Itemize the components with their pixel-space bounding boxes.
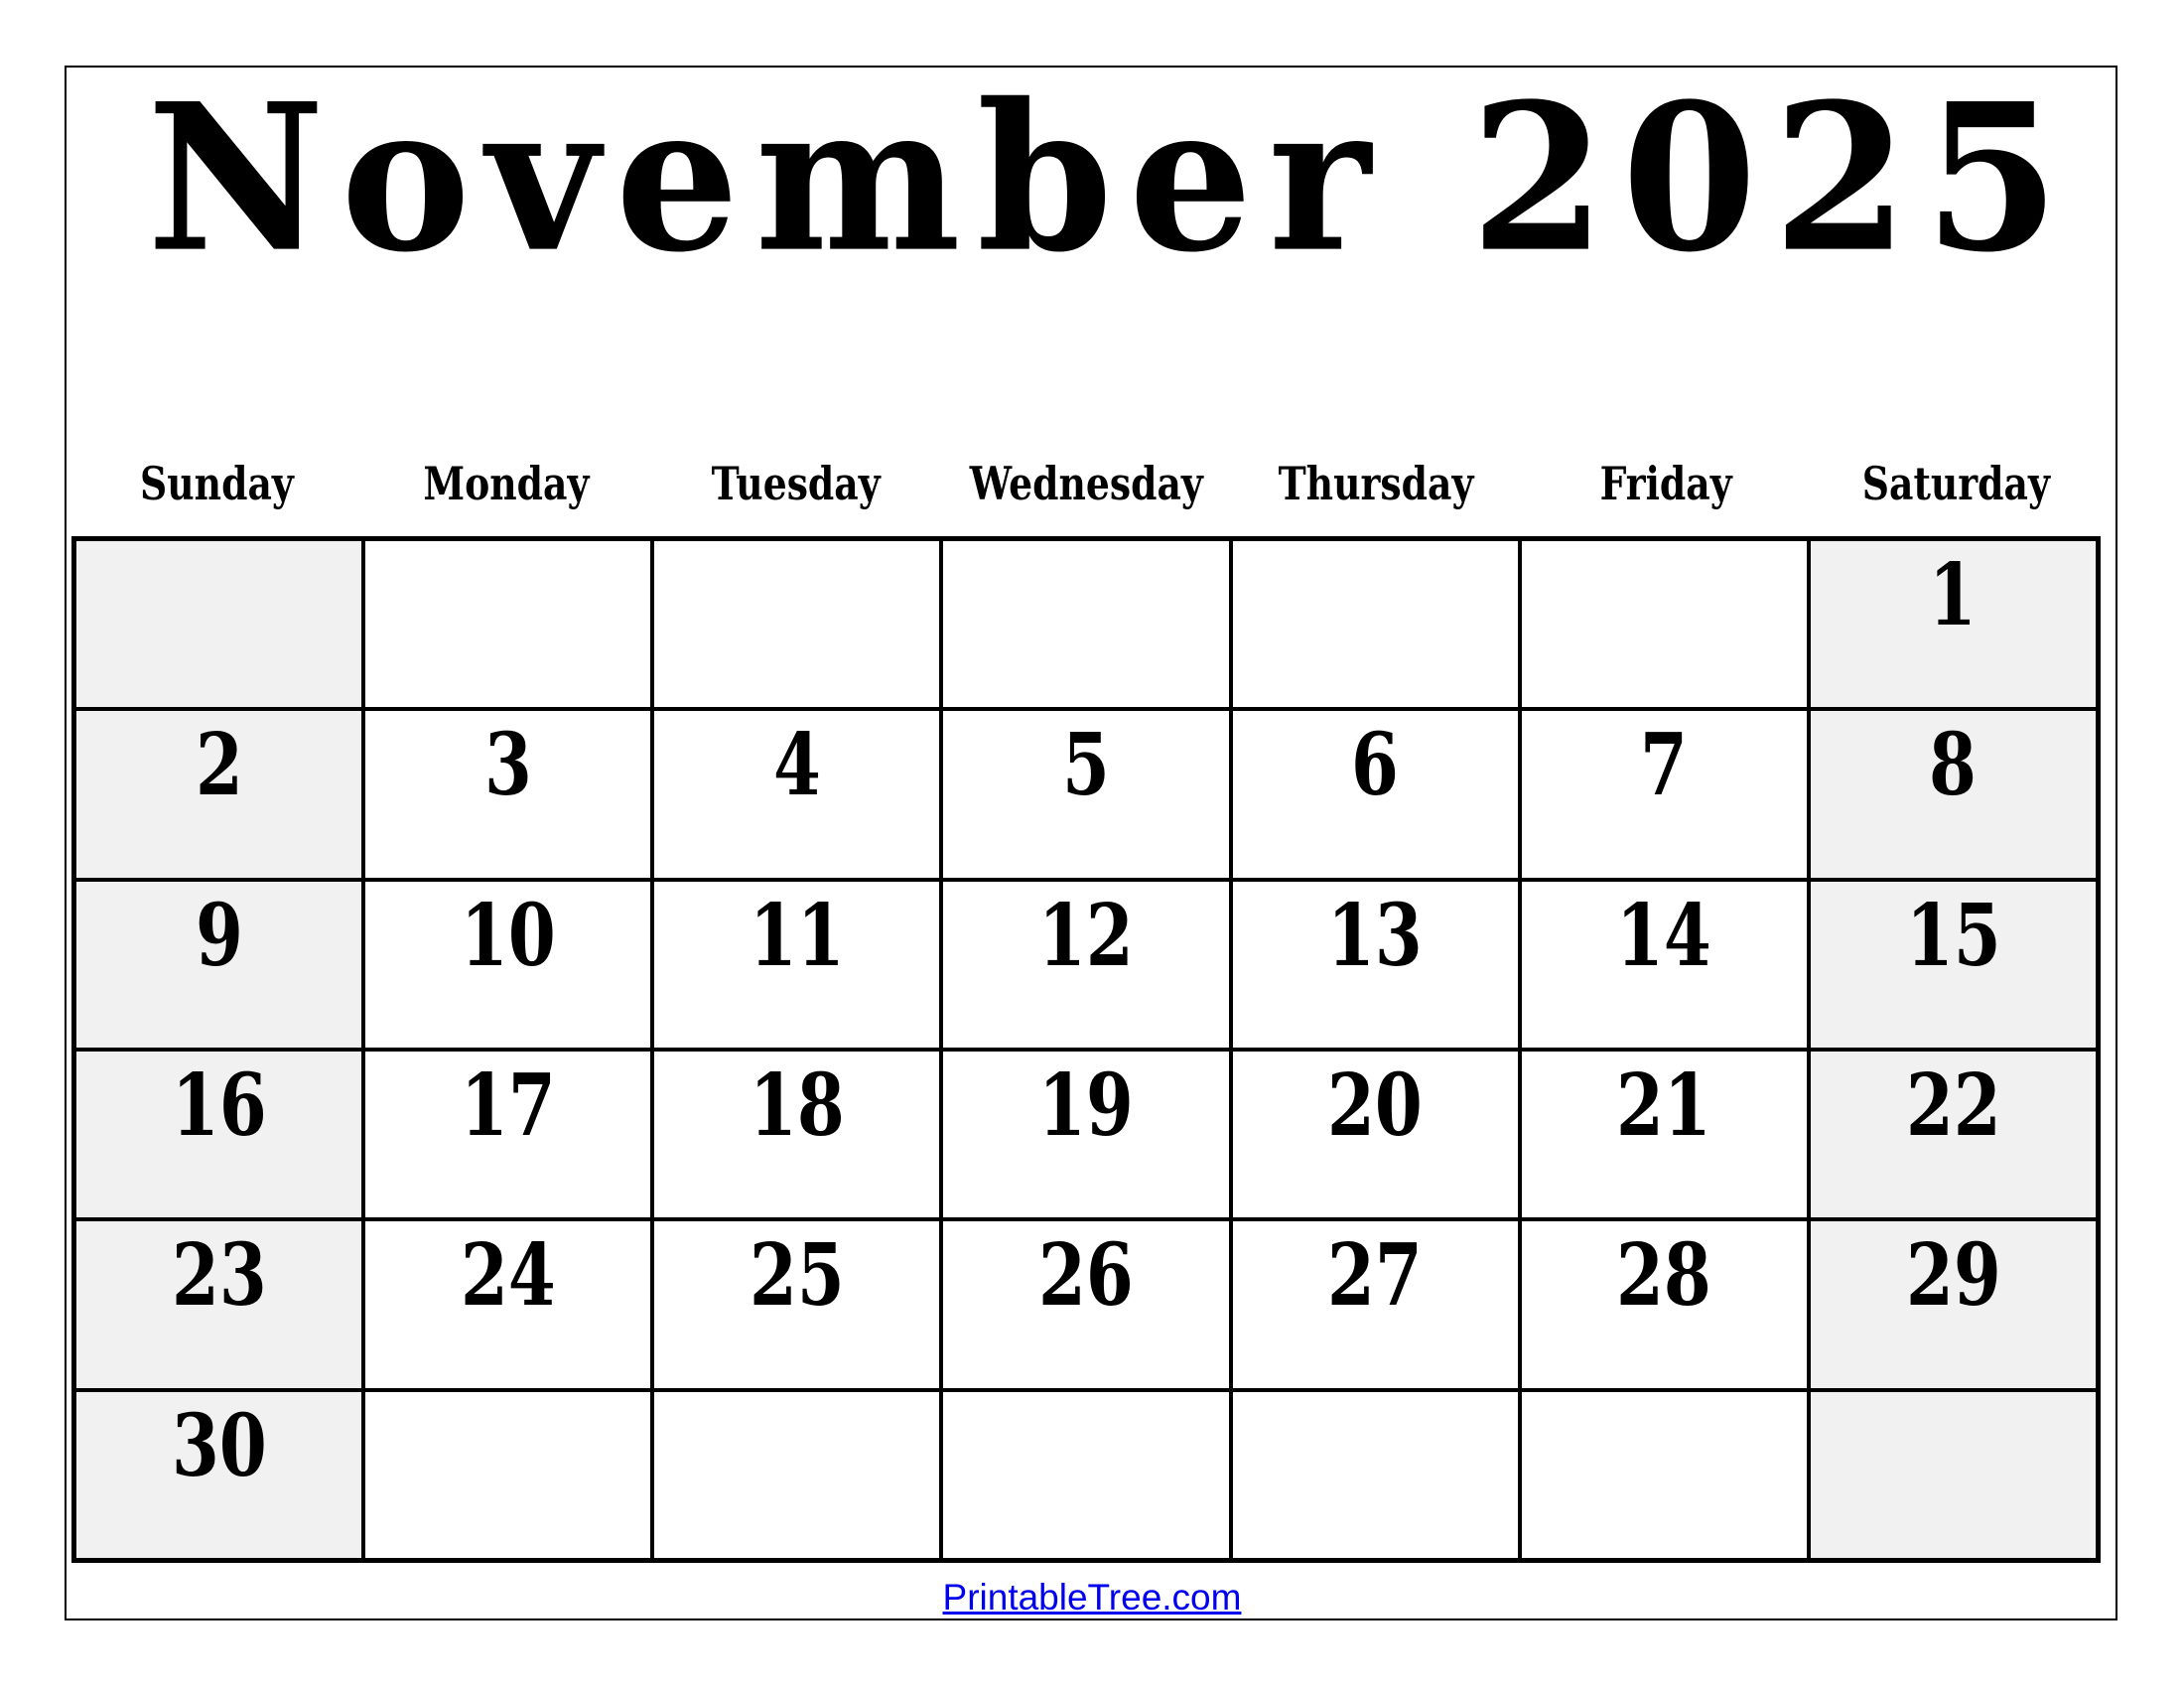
weekday-cell-saturday <box>1811 449 2101 518</box>
weekday-cell-sunday <box>71 449 361 518</box>
date-cell-13 <box>1233 882 1518 1048</box>
date-cell-empty <box>1522 1392 1807 1558</box>
date-cell-25 <box>654 1221 939 1387</box>
date-cell-12 <box>943 882 1228 1048</box>
date-number: 21 <box>1616 1055 1712 1156</box>
date-number: 18 <box>749 1055 845 1156</box>
date-number: 6 <box>1351 715 1400 816</box>
date-number: 30 <box>171 1395 267 1496</box>
date-cell-4 <box>654 711 939 877</box>
date-cell-10 <box>365 882 650 1048</box>
date-cell-empty <box>654 1392 939 1558</box>
date-cell-empty <box>365 1392 650 1558</box>
date-number: 20 <box>1327 1055 1423 1156</box>
date-cell-8 <box>1811 711 2096 877</box>
date-number: 9 <box>195 885 243 986</box>
date-cell-23 <box>76 1221 361 1387</box>
date-number: 29 <box>1905 1225 2001 1327</box>
date-cell-1 <box>1811 541 2096 707</box>
date-cell-26 <box>943 1221 1228 1387</box>
date-cell-empty <box>76 541 361 707</box>
weekday-cell-tuesday <box>651 449 941 518</box>
date-number: 15 <box>1905 885 2001 986</box>
date-cell-18 <box>654 1052 939 1217</box>
date-cell-9 <box>76 882 361 1048</box>
date-number: 26 <box>1038 1225 1134 1327</box>
date-number: 16 <box>171 1055 267 1156</box>
date-number: 24 <box>460 1225 556 1327</box>
date-number: 22 <box>1905 1055 2001 1156</box>
weekday-label: Sunday <box>139 457 294 510</box>
date-number: 19 <box>1038 1055 1134 1156</box>
date-cell-empty <box>943 541 1228 707</box>
weekday-cell-thursday <box>1231 449 1521 518</box>
footer <box>0 1577 2184 1618</box>
footer-link[interactable]: PrintableTree.com <box>942 1577 1242 1618</box>
date-number: 3 <box>483 715 532 816</box>
page-title: November 2025 <box>147 60 2076 298</box>
date-cell-17 <box>365 1052 650 1217</box>
weekday-label: Tuesday <box>711 457 881 510</box>
date-number: 28 <box>1616 1225 1712 1327</box>
date-number: 7 <box>1640 715 1689 816</box>
date-cell-28 <box>1522 1221 1807 1387</box>
date-cell-27 <box>1233 1221 1518 1387</box>
date-cell-30 <box>76 1392 361 1558</box>
date-number: 23 <box>171 1225 267 1327</box>
date-number: 13 <box>1327 885 1423 986</box>
date-number: 5 <box>1062 715 1110 816</box>
date-cell-2 <box>76 711 361 877</box>
date-cell-empty <box>1522 541 1807 707</box>
calendar-grid <box>71 536 2101 1563</box>
date-cell-empty <box>1233 541 1518 707</box>
date-cell-11 <box>654 882 939 1048</box>
date-cell-6 <box>1233 711 1518 877</box>
weekday-label: Monday <box>423 457 590 510</box>
date-cell-14 <box>1522 882 1807 1048</box>
date-number: 27 <box>1327 1225 1423 1327</box>
date-cell-empty <box>1233 1392 1518 1558</box>
date-cell-24 <box>365 1221 650 1387</box>
date-cell-29 <box>1811 1221 2096 1387</box>
date-number: 2 <box>195 715 243 816</box>
date-cell-3 <box>365 711 650 877</box>
weekday-cell-wednesday <box>941 449 1231 518</box>
weekday-label: Friday <box>1599 457 1732 510</box>
weekday-label: Wednesday <box>969 457 1203 510</box>
date-cell-21 <box>1522 1052 1807 1217</box>
date-number: 11 <box>749 885 845 986</box>
weekday-label: Thursday <box>1278 457 1474 510</box>
date-number: 14 <box>1616 885 1712 986</box>
date-cell-empty <box>943 1392 1228 1558</box>
weekday-header-row <box>71 449 2101 518</box>
date-cell-22 <box>1811 1052 2096 1217</box>
date-cell-7 <box>1522 711 1807 877</box>
date-number: 12 <box>1038 885 1134 986</box>
date-cell-empty <box>654 541 939 707</box>
date-cell-20 <box>1233 1052 1518 1217</box>
date-cell-empty <box>365 541 650 707</box>
date-cell-empty <box>1811 1392 2096 1558</box>
weekday-cell-friday <box>1521 449 1811 518</box>
date-number: 8 <box>1929 715 1978 816</box>
date-cell-16 <box>76 1052 361 1217</box>
date-number: 4 <box>772 715 821 816</box>
date-number: 17 <box>460 1055 556 1156</box>
weekday-label: Saturday <box>1861 457 2050 510</box>
date-number: 10 <box>460 885 556 986</box>
date-cell-19 <box>943 1052 1228 1217</box>
date-cell-5 <box>943 711 1228 877</box>
date-cell-15 <box>1811 882 2096 1048</box>
date-number: 1 <box>1929 545 1978 645</box>
date-number: 25 <box>749 1225 845 1327</box>
weekday-cell-monday <box>361 449 651 518</box>
